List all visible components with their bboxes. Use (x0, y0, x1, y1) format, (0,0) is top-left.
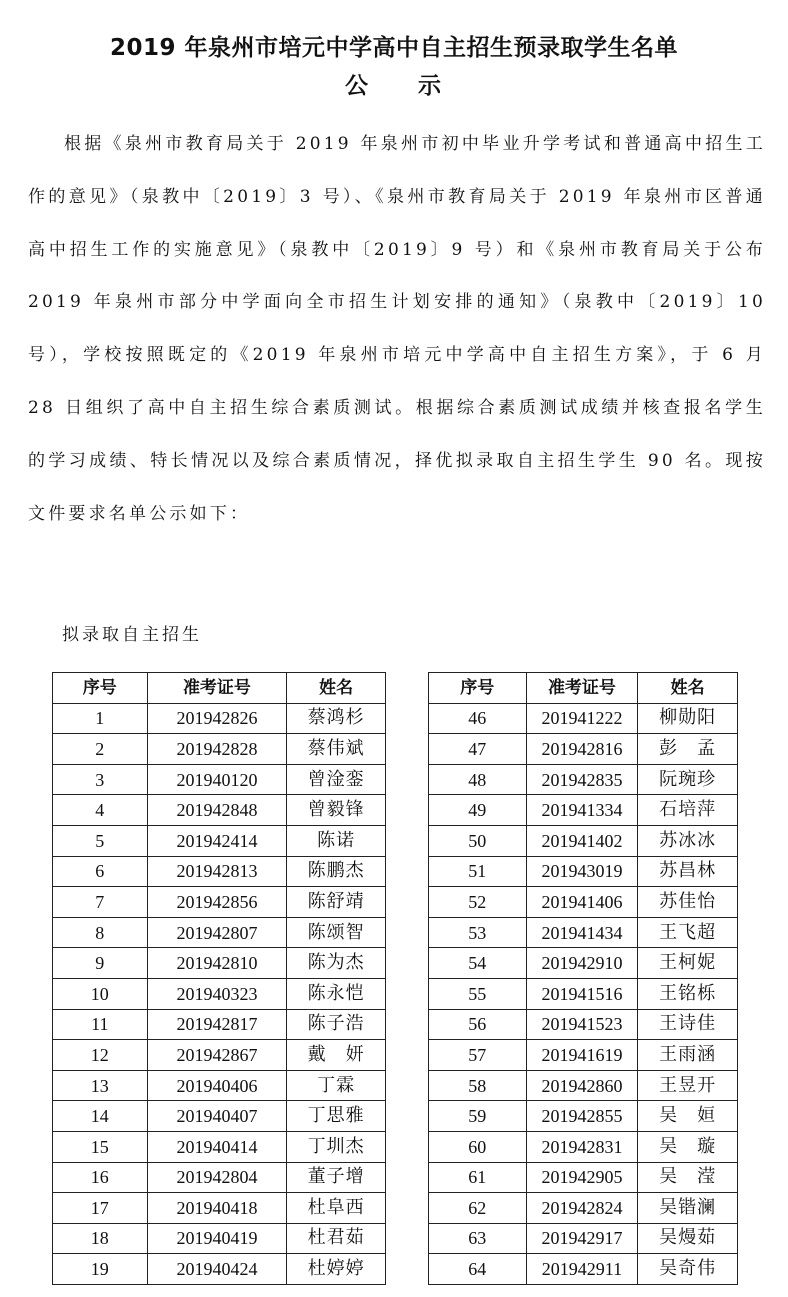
table-row (429, 1254, 738, 1285)
exam-id-cell: 201942813 (147, 856, 287, 887)
seq-cell: 46 (429, 703, 527, 734)
exam-id-cell: 201941402 (526, 825, 638, 856)
seq-cell: 10 (53, 978, 148, 1009)
table-row (429, 978, 738, 1009)
exam-id-cell: 201940424 (147, 1254, 287, 1285)
exam-id-cell: 201942911 (526, 1254, 638, 1285)
table-row (429, 1131, 738, 1162)
seq-cell: 57 (429, 1040, 527, 1071)
student-name-cell: 蔡伟斌 (287, 734, 386, 765)
student-name-cell: 陈子浩 (287, 1009, 386, 1040)
exam-id-cell: 201940414 (147, 1131, 287, 1162)
admission-table-left (52, 672, 386, 1285)
student-name-cell: 吴 姮 (638, 1101, 738, 1132)
seq-cell: 53 (429, 917, 527, 948)
table-row (429, 734, 738, 765)
student-name-cell: 吴奇伟 (638, 1254, 738, 1285)
seq-cell: 48 (429, 764, 527, 795)
table-row (53, 703, 386, 734)
table-row (53, 948, 386, 979)
student-name-cell: 陈诺 (287, 825, 386, 856)
document-title: 2019 年泉州市培元中学高中自主招生预录取学生名单 (109, 35, 679, 61)
exam-id-cell: 201942414 (147, 825, 287, 856)
student-name-cell: 戴 妍 (287, 1040, 386, 1071)
table-row (429, 764, 738, 795)
seq-cell: 19 (53, 1254, 148, 1285)
header-seq: 序号 (53, 673, 148, 704)
seq-cell: 6 (53, 856, 148, 887)
exam-id-cell: 201941434 (526, 917, 638, 948)
exam-id-cell: 201941516 (526, 978, 638, 1009)
student-name-cell: 陈颂智 (287, 917, 386, 948)
header-seq: 序号 (429, 673, 527, 704)
table-row (53, 887, 386, 918)
exam-id-cell: 201942860 (526, 1070, 638, 1101)
seq-cell: 63 (429, 1223, 527, 1254)
exam-id-cell: 201942828 (147, 734, 287, 765)
student-name-cell: 陈为杰 (287, 948, 386, 979)
seq-cell: 1 (53, 703, 148, 734)
header-exam-id: 准考证号 (147, 673, 287, 704)
notice-body (28, 118, 766, 540)
table-row (53, 1254, 386, 1285)
seq-cell: 9 (53, 948, 148, 979)
seq-cell: 55 (429, 978, 527, 1009)
seq-cell: 2 (53, 734, 148, 765)
subtitle-char-1: 公 (345, 73, 370, 99)
table-body-right (429, 703, 738, 1284)
table-row (53, 856, 386, 887)
table-row (53, 1223, 386, 1254)
student-name-cell: 吴锴澜 (638, 1193, 738, 1224)
exam-id-cell: 201943019 (526, 856, 638, 887)
seq-cell: 7 (53, 887, 148, 918)
exam-id-cell: 201942905 (526, 1162, 638, 1193)
seq-cell: 14 (53, 1101, 148, 1132)
table-row (53, 795, 386, 826)
exam-id-cell: 201942855 (526, 1101, 638, 1132)
student-name-cell: 阮琬珍 (638, 764, 738, 795)
table-body-left (53, 703, 386, 1284)
seq-cell: 51 (429, 856, 527, 887)
admission-table-right (428, 672, 738, 1285)
table-row (429, 795, 738, 826)
table-row (53, 978, 386, 1009)
exam-id-cell: 201942917 (526, 1223, 638, 1254)
table-row (429, 1162, 738, 1193)
table-row (53, 1162, 386, 1193)
seq-cell: 8 (53, 917, 148, 948)
student-name-cell: 陈舒靖 (287, 887, 386, 918)
student-name-cell: 曾淦銮 (287, 764, 386, 795)
table-row (53, 734, 386, 765)
exam-id-cell: 201942835 (526, 764, 638, 795)
exam-id-cell: 201942804 (147, 1162, 287, 1193)
student-name-cell: 王飞超 (638, 917, 738, 948)
seq-cell: 52 (429, 887, 527, 918)
table-row (429, 1070, 738, 1101)
seq-cell: 12 (53, 1040, 148, 1071)
exam-id-cell: 201940406 (147, 1070, 287, 1101)
exam-id-cell: 201942824 (526, 1193, 638, 1224)
table-row (429, 1101, 738, 1132)
student-name-cell: 蔡鸿杉 (287, 703, 386, 734)
student-name-cell: 杜婷婷 (287, 1254, 386, 1285)
table-row (429, 856, 738, 887)
table-row (429, 948, 738, 979)
student-name-cell: 王柯妮 (638, 948, 738, 979)
student-name-cell: 吴熳茹 (638, 1223, 738, 1254)
seq-cell: 54 (429, 948, 527, 979)
table-row (53, 917, 386, 948)
list-label: 拟录取自主招生 (62, 625, 202, 645)
seq-cell: 56 (429, 1009, 527, 1040)
table-row (53, 1040, 386, 1071)
exam-id-cell: 201942856 (147, 887, 287, 918)
table-header-row (429, 673, 738, 704)
student-name-cell: 吴 璇 (638, 1131, 738, 1162)
seq-cell: 61 (429, 1162, 527, 1193)
student-name-cell: 王诗佳 (638, 1009, 738, 1040)
seq-cell: 59 (429, 1101, 527, 1132)
document-subtitle (0, 70, 788, 102)
table-row (53, 1070, 386, 1101)
table-row (429, 1223, 738, 1254)
seq-cell: 18 (53, 1223, 148, 1254)
subtitle-char-2: 示 (418, 73, 443, 99)
header-exam-id: 准考证号 (526, 673, 638, 704)
seq-cell: 3 (53, 764, 148, 795)
seq-cell: 64 (429, 1254, 527, 1285)
student-name-cell: 杜君茹 (287, 1223, 386, 1254)
student-name-cell: 董子增 (287, 1162, 386, 1193)
table-row (429, 703, 738, 734)
exam-id-cell: 201942848 (147, 795, 287, 826)
student-name-cell: 丁圳杰 (287, 1131, 386, 1162)
table-row (429, 887, 738, 918)
student-name-cell: 王昱开 (638, 1070, 738, 1101)
exam-id-cell: 201942817 (147, 1009, 287, 1040)
student-name-cell: 石培萍 (638, 795, 738, 826)
exam-id-cell: 201941523 (526, 1009, 638, 1040)
table-header-row (53, 673, 386, 704)
student-name-cell: 丁思雅 (287, 1101, 386, 1132)
student-name-cell: 王铭栎 (638, 978, 738, 1009)
student-name-cell: 陈鹏杰 (287, 856, 386, 887)
student-name-cell: 杜阜西 (287, 1193, 386, 1224)
seq-cell: 11 (53, 1009, 148, 1040)
seq-cell: 50 (429, 825, 527, 856)
student-name-cell: 彭 孟 (638, 734, 738, 765)
student-name-cell: 吴 滢 (638, 1162, 738, 1193)
table-row (429, 1193, 738, 1224)
seq-cell: 17 (53, 1193, 148, 1224)
exam-id-cell: 201942867 (147, 1040, 287, 1071)
table-row (429, 917, 738, 948)
exam-id-cell: 201940419 (147, 1223, 287, 1254)
seq-cell: 13 (53, 1070, 148, 1101)
header-name: 姓名 (287, 673, 386, 704)
student-name-cell: 陈永恺 (287, 978, 386, 1009)
table-row (53, 1131, 386, 1162)
seq-cell: 49 (429, 795, 527, 826)
table-row (429, 825, 738, 856)
seq-cell: 47 (429, 734, 527, 765)
seq-cell: 5 (53, 825, 148, 856)
table-row (53, 1193, 386, 1224)
exam-id-cell: 201940323 (147, 978, 287, 1009)
exam-id-cell: 201942910 (526, 948, 638, 979)
student-name-cell: 丁霖 (287, 1070, 386, 1101)
table-row (53, 764, 386, 795)
table-row (429, 1009, 738, 1040)
exam-id-cell: 201942826 (147, 703, 287, 734)
exam-id-cell: 201941619 (526, 1040, 638, 1071)
seq-cell: 16 (53, 1162, 148, 1193)
notice-paragraph: 根据《泉州市教育局关于 2019 年泉州市初中毕业升学考试和普通高中招生工作的意见》（泉教中〔2019〕3 号）、《泉州市教育局关于 2019 年泉州市区普通高中招生工作的实施意见》（泉教中〔2019〕9 号）和《泉州市教育局关于公布 2019 年泉州市部分中学面向全市招生计划安排的通知》（泉教中〔2019〕10 号），学校按照既定的《2019 年泉州市培元中学高中自主招生方案》，于 6 月 28 日组织了高中自主招生综合素质测试。根据综合素质测试成绩并核查报名学生的学习成绩、特长情况以及综合素质情况，择优拟录取自主招生学生 90 名。现按文件要求名单公示如下： (28, 134, 767, 524)
exam-id-cell: 201942816 (526, 734, 638, 765)
exam-id-cell: 201940407 (147, 1101, 287, 1132)
exam-id-cell: 201942831 (526, 1131, 638, 1162)
student-name-cell: 苏昌林 (638, 856, 738, 887)
exam-id-cell: 201941222 (526, 703, 638, 734)
table-row (53, 825, 386, 856)
exam-id-cell: 201941406 (526, 887, 638, 918)
seq-cell: 62 (429, 1193, 527, 1224)
table-row (429, 1040, 738, 1071)
exam-id-cell: 201940418 (147, 1193, 287, 1224)
exam-id-cell: 201940120 (147, 764, 287, 795)
exam-id-cell: 201942810 (147, 948, 287, 979)
student-name-cell: 王雨涵 (638, 1040, 738, 1071)
seq-cell: 15 (53, 1131, 148, 1162)
table-row (53, 1101, 386, 1132)
table-row (53, 1009, 386, 1040)
header-name: 姓名 (638, 673, 738, 704)
exam-id-cell: 201942807 (147, 917, 287, 948)
student-name-cell: 柳勋阳 (638, 703, 738, 734)
seq-cell: 4 (53, 795, 148, 826)
seq-cell: 60 (429, 1131, 527, 1162)
seq-cell: 58 (429, 1070, 527, 1101)
student-name-cell: 苏佳怡 (638, 887, 738, 918)
student-name-cell: 曾毅锋 (287, 795, 386, 826)
student-name-cell: 苏冰冰 (638, 825, 738, 856)
exam-id-cell: 201941334 (526, 795, 638, 826)
